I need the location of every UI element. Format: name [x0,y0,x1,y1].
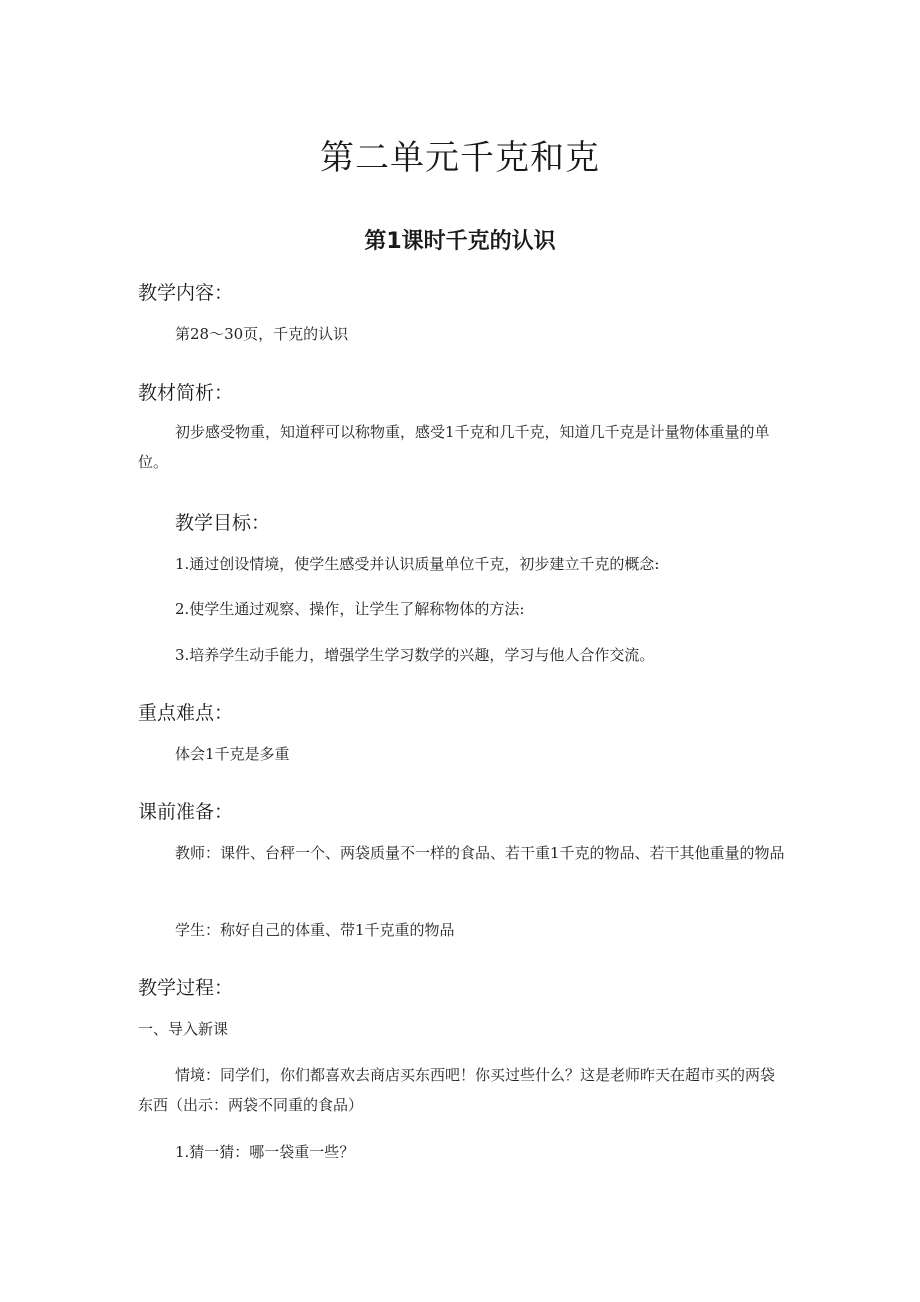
lesson-subtitle: 第1课时千克的认识 [364,229,556,254]
heading-process: 教学过程： [138,977,234,999]
analysis-text: 初步感受物重，知道秤可以称物重，感受1千克和几千克，知道几千克是计量物体重量的单位。 [138,423,770,471]
heading-analysis: 教材简析： [138,382,234,404]
goal-item-3: 3.培养学生动手能力，增强学生学习数学的兴趣，学习与他人合作交流。 [175,646,655,664]
goal-item-1: 1.通过创设情境，使学生感受并认识质量单位千克，初步建立千克的概念: [175,555,660,573]
process-situation: 情境：同学们，你们都喜欢去商店买东西吧！你买过些什么？这是老师昨天在超市买的两袋东西（出示：两袋不同重的食品） [138,1066,776,1114]
heading-content: 教学内容： [138,282,234,304]
key-points-text: 体会1千克是多重 [175,745,290,763]
heading-preparation: 课前准备： [138,801,234,823]
process-question-1: 1.猜一猜：哪一袋重一些？ [175,1143,355,1161]
heading-key-points: 重点难点： [138,702,234,724]
preparation-teacher: 教师：课件、台秤一个、两袋质量不一样的食品、若干重1千克的物品、若干其他重量的物品 [175,844,785,862]
preparation-student: 学生：称好自己的体重、带1千克重的物品 [175,921,455,939]
heading-goals: 教学目标： [175,512,271,534]
process-step-1: 一、导入新课 [138,1020,229,1038]
page-title: 第二单元千克和克 [320,138,600,178]
content-text: 第28～30页，千克的认识 [175,325,349,343]
goal-item-2: 2.使学生通过观察、操作，让学生了解称物体的方法: [175,600,525,618]
